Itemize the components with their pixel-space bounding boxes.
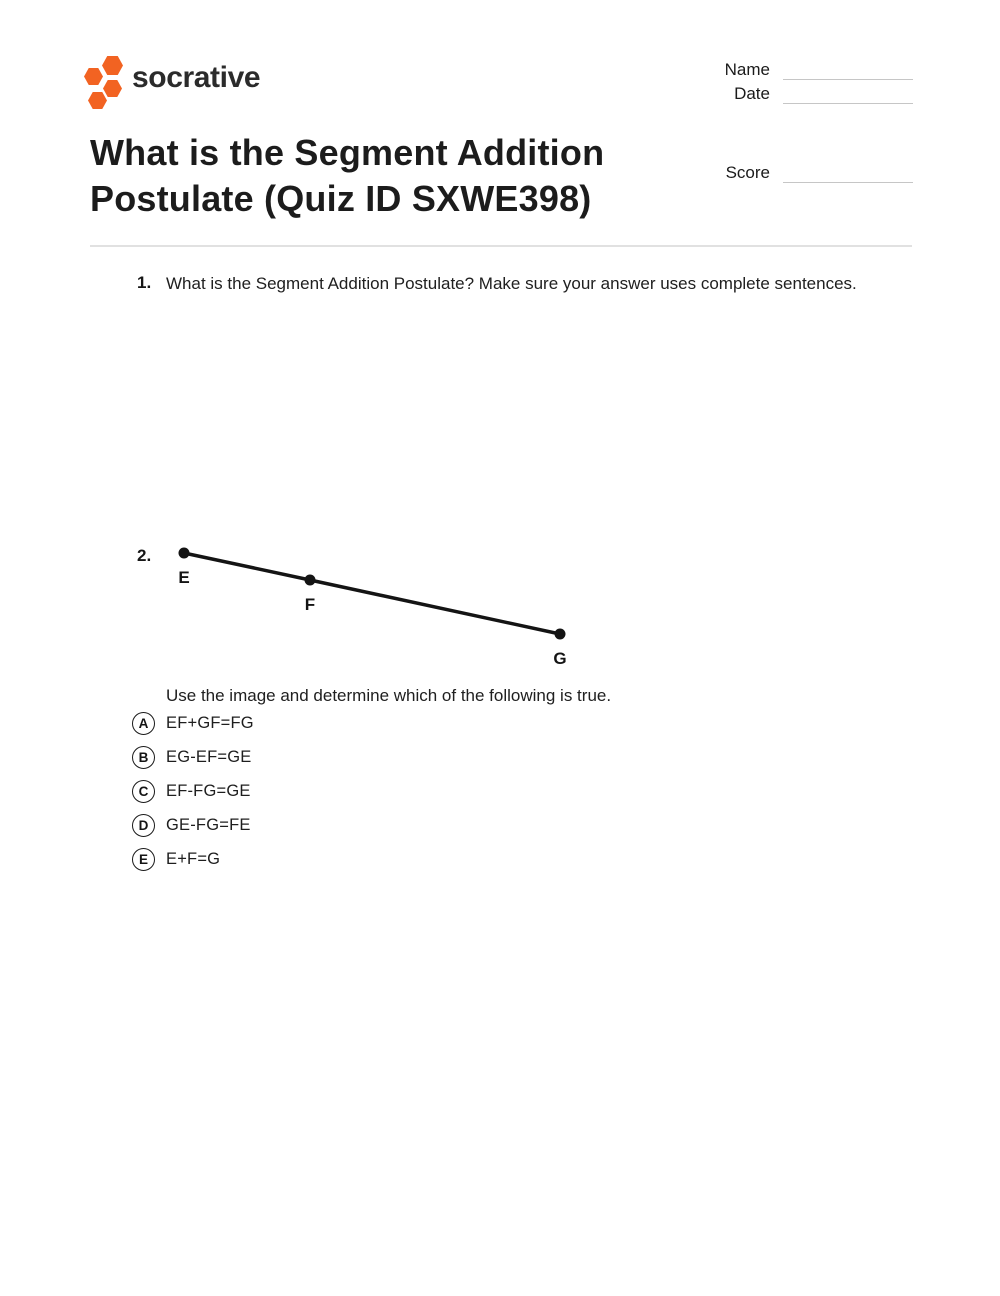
answer-option-b — [132, 746, 254, 769]
option-text: E+F=G — [166, 850, 221, 868]
socrative-hexagon-logo-icon — [84, 56, 126, 108]
question-1-text: What is the Segment Addition Postulate? Make sure your answer uses complete sentences. — [166, 274, 857, 293]
diagram-point-label-e: E — [178, 568, 190, 587]
diagram-point-label-g: G — [553, 649, 567, 668]
diagram-point-f — [305, 575, 316, 586]
date-field-row — [734, 84, 913, 104]
option-text: EF+GF=FG — [166, 714, 254, 732]
date-label: Date — [734, 84, 770, 103]
question-2-prompt: Use the image and determine which of the following is true. — [166, 686, 612, 705]
answer-options-list — [132, 712, 254, 882]
option-letter-badge: B — [132, 746, 155, 769]
score-label: Score — [725, 163, 770, 182]
option-letter-badge: A — [132, 712, 155, 735]
option-letter-badge: E — [132, 848, 155, 871]
name-label: Name — [724, 60, 770, 79]
answer-option-c — [132, 780, 254, 803]
socrative-logo — [84, 56, 260, 108]
answer-option-a — [132, 712, 254, 735]
header-divider — [90, 245, 912, 247]
logo-hexagon-icon — [88, 92, 107, 109]
diagram-point-label-f: F — [304, 595, 316, 614]
question-2-number: 2. — [137, 546, 152, 565]
logo-wordmark: socrative — [132, 61, 261, 94]
date-write-in-line — [783, 85, 913, 104]
logo-hexagon-icon — [84, 68, 103, 85]
question-1-number: 1. — [137, 273, 152, 292]
option-text: EF-FG=GE — [166, 782, 251, 800]
score-field-row — [726, 163, 913, 183]
answer-option-e — [132, 848, 254, 871]
name-write-in-line — [783, 61, 913, 80]
diagram-point-e — [179, 548, 190, 559]
diagram-point-g — [555, 629, 566, 640]
option-letter-badge: C — [132, 780, 155, 803]
option-text: EG-EF=GE — [166, 748, 252, 766]
score-write-in-line — [783, 164, 913, 183]
answer-option-d — [132, 814, 254, 837]
name-field-row — [725, 60, 913, 80]
option-letter-badge: D — [132, 814, 155, 837]
logo-hexagon-icon — [103, 80, 122, 97]
logo-hexagon-icon — [102, 56, 123, 75]
segment-diagram — [165, 537, 577, 673]
page-title: What is the Segment Addition Postulate (Quiz ID SXWE398) — [90, 132, 605, 219]
option-text: GE-FG=FE — [166, 816, 251, 834]
